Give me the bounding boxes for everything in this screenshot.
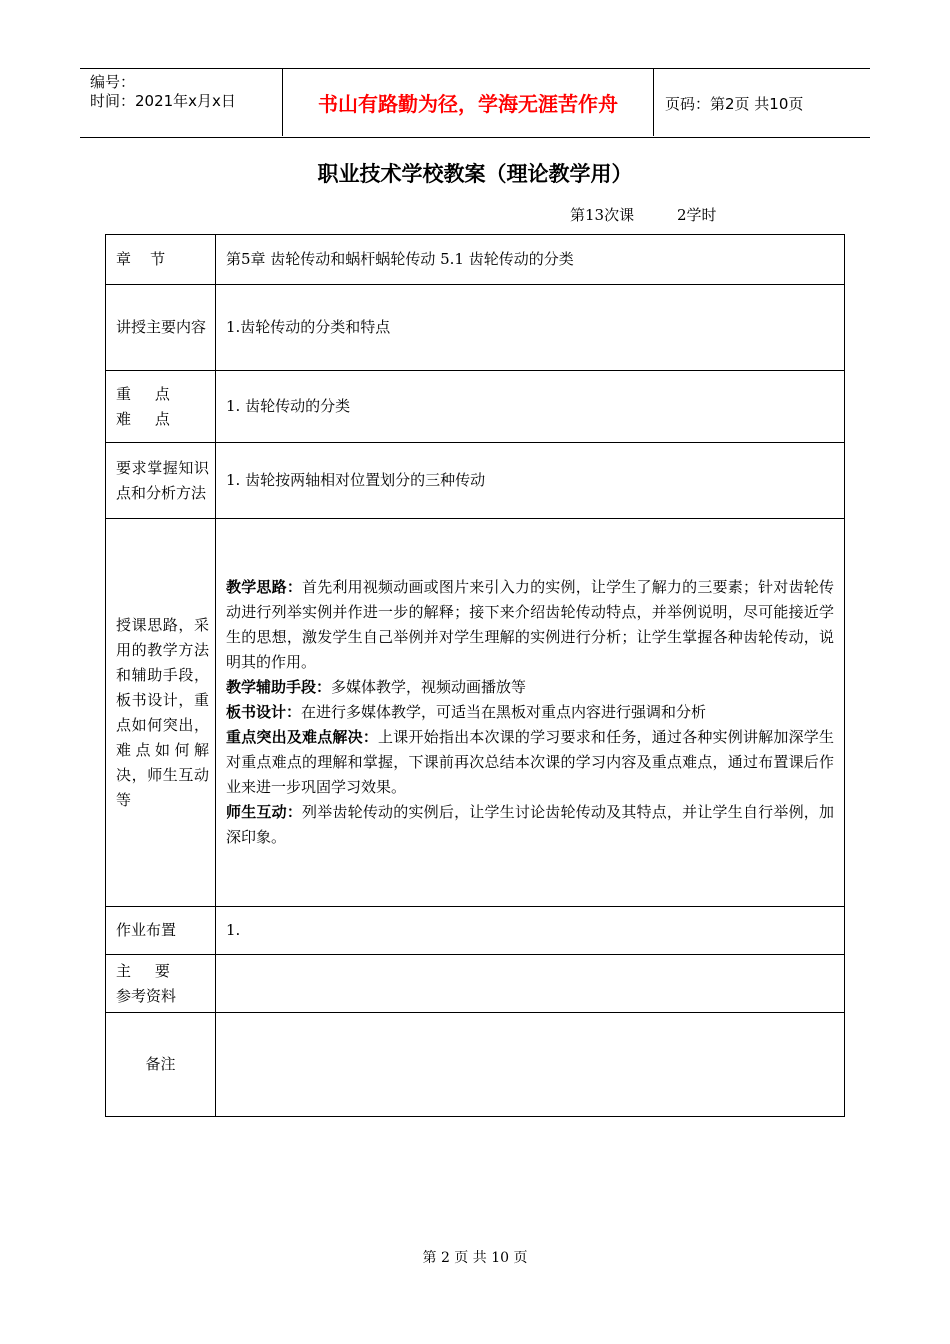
motto: 书山有路勤为径，学海无涯苦作舟 bbox=[282, 68, 654, 136]
interaction-title: 师生互动： bbox=[226, 803, 303, 821]
interaction bbox=[226, 800, 834, 850]
references-content bbox=[216, 955, 845, 1013]
knowledge-label: 要求掌握知识点和分析方法 bbox=[106, 443, 216, 519]
homework-label: 作业布置 bbox=[106, 907, 216, 955]
board-design-text: 在进行多媒体教学，可适当在黑板对重点内容进行强调和分析 bbox=[301, 703, 707, 721]
page-code: 页码：第2页 共10页 bbox=[665, 95, 804, 113]
page-footer: 第 2 页 共 10 页 bbox=[422, 1250, 528, 1266]
header-meta bbox=[90, 73, 280, 111]
homework-content: 1. bbox=[216, 907, 845, 955]
main-content-label: 讲授主要内容 bbox=[106, 285, 216, 371]
table-row bbox=[106, 519, 845, 907]
teaching-content bbox=[216, 519, 845, 907]
notes-content bbox=[216, 1013, 845, 1117]
chapter-label: 章 节 bbox=[106, 235, 216, 285]
table-row bbox=[106, 235, 845, 285]
page-title: 职业技术学校教案（理论教学用） bbox=[317, 162, 633, 186]
key-solution bbox=[226, 725, 834, 800]
key-solution-text: 上课开始指出本次课的学习要求和任务，通过各种实例讲解加深学生对重点难点的理解和掌握，下课前再次总结本次课的学习内容及重点难点，通过布置课后作业来进一步巩固学习效果。 bbox=[226, 728, 834, 796]
lesson-plan-table bbox=[105, 234, 845, 1117]
key-points-content: 1. 齿轮传动的分类 bbox=[216, 371, 845, 443]
teaching-label: 授课思路，采用的教学方法和辅助手段，板书设计，重点如何突出，难点如何解决，师生互动等 bbox=[106, 519, 216, 907]
knowledge-content: 1. 齿轮按两轴相对位置划分的三种传动 bbox=[216, 443, 845, 519]
interaction-text: 列举齿轮传动的实例后，让学生讨论齿轮传动及其特点，并让学生自行举例，加深印象。 bbox=[226, 803, 834, 846]
table-row bbox=[106, 907, 845, 955]
table-row bbox=[106, 1013, 845, 1117]
lesson-info: 第13次课 2学时 bbox=[570, 206, 717, 224]
chapter-content: 第5章 齿轮传动和蜗杆蜗轮传动 5.1 齿轮传动的分类 bbox=[216, 235, 845, 285]
references-label-line2: 参考资料 bbox=[116, 986, 177, 1005]
teaching-idea-text: 首先利用视频动画或图片来引入力的实例，让学生了解力的三要素；针对齿轮传动进行列举实例并作进一步的解释；接下来介绍齿轮传动特点，并举例说明，尽可能接近学生的思想，激发学生自己举例并对学生理解的实例进行分析；让学生掌握各种齿轮传动，说明其的作用。 bbox=[226, 578, 834, 671]
board-design bbox=[226, 700, 834, 725]
table-row bbox=[106, 371, 845, 443]
main-content-content: 1.齿轮传动的分类和特点 bbox=[216, 285, 845, 371]
time-label: 时间：2021年x月x日 bbox=[90, 92, 236, 110]
number-label: 编号： bbox=[90, 73, 136, 91]
teaching-idea-title: 教学思路： bbox=[226, 578, 303, 596]
key-label-line: 重 点 bbox=[116, 384, 170, 403]
teaching-aids-text: 多媒体教学，视频动画播放等 bbox=[331, 678, 527, 696]
teaching-idea bbox=[226, 575, 834, 675]
teaching-aids bbox=[226, 675, 834, 700]
references-label bbox=[106, 955, 216, 1013]
board-design-title: 板书设计： bbox=[226, 703, 302, 721]
table-row bbox=[106, 955, 845, 1013]
references-label-line1: 主 要 bbox=[116, 961, 170, 980]
difficult-label-line: 难 点 bbox=[116, 409, 170, 428]
key-solution-title: 重点突出及难点解决： bbox=[226, 728, 379, 746]
key-points-label bbox=[106, 371, 216, 443]
page-header bbox=[80, 68, 870, 138]
notes-label: 备注 bbox=[106, 1013, 216, 1117]
table-row bbox=[106, 285, 845, 371]
table-row bbox=[106, 443, 845, 519]
teaching-aids-title: 教学辅助手段： bbox=[226, 678, 332, 696]
